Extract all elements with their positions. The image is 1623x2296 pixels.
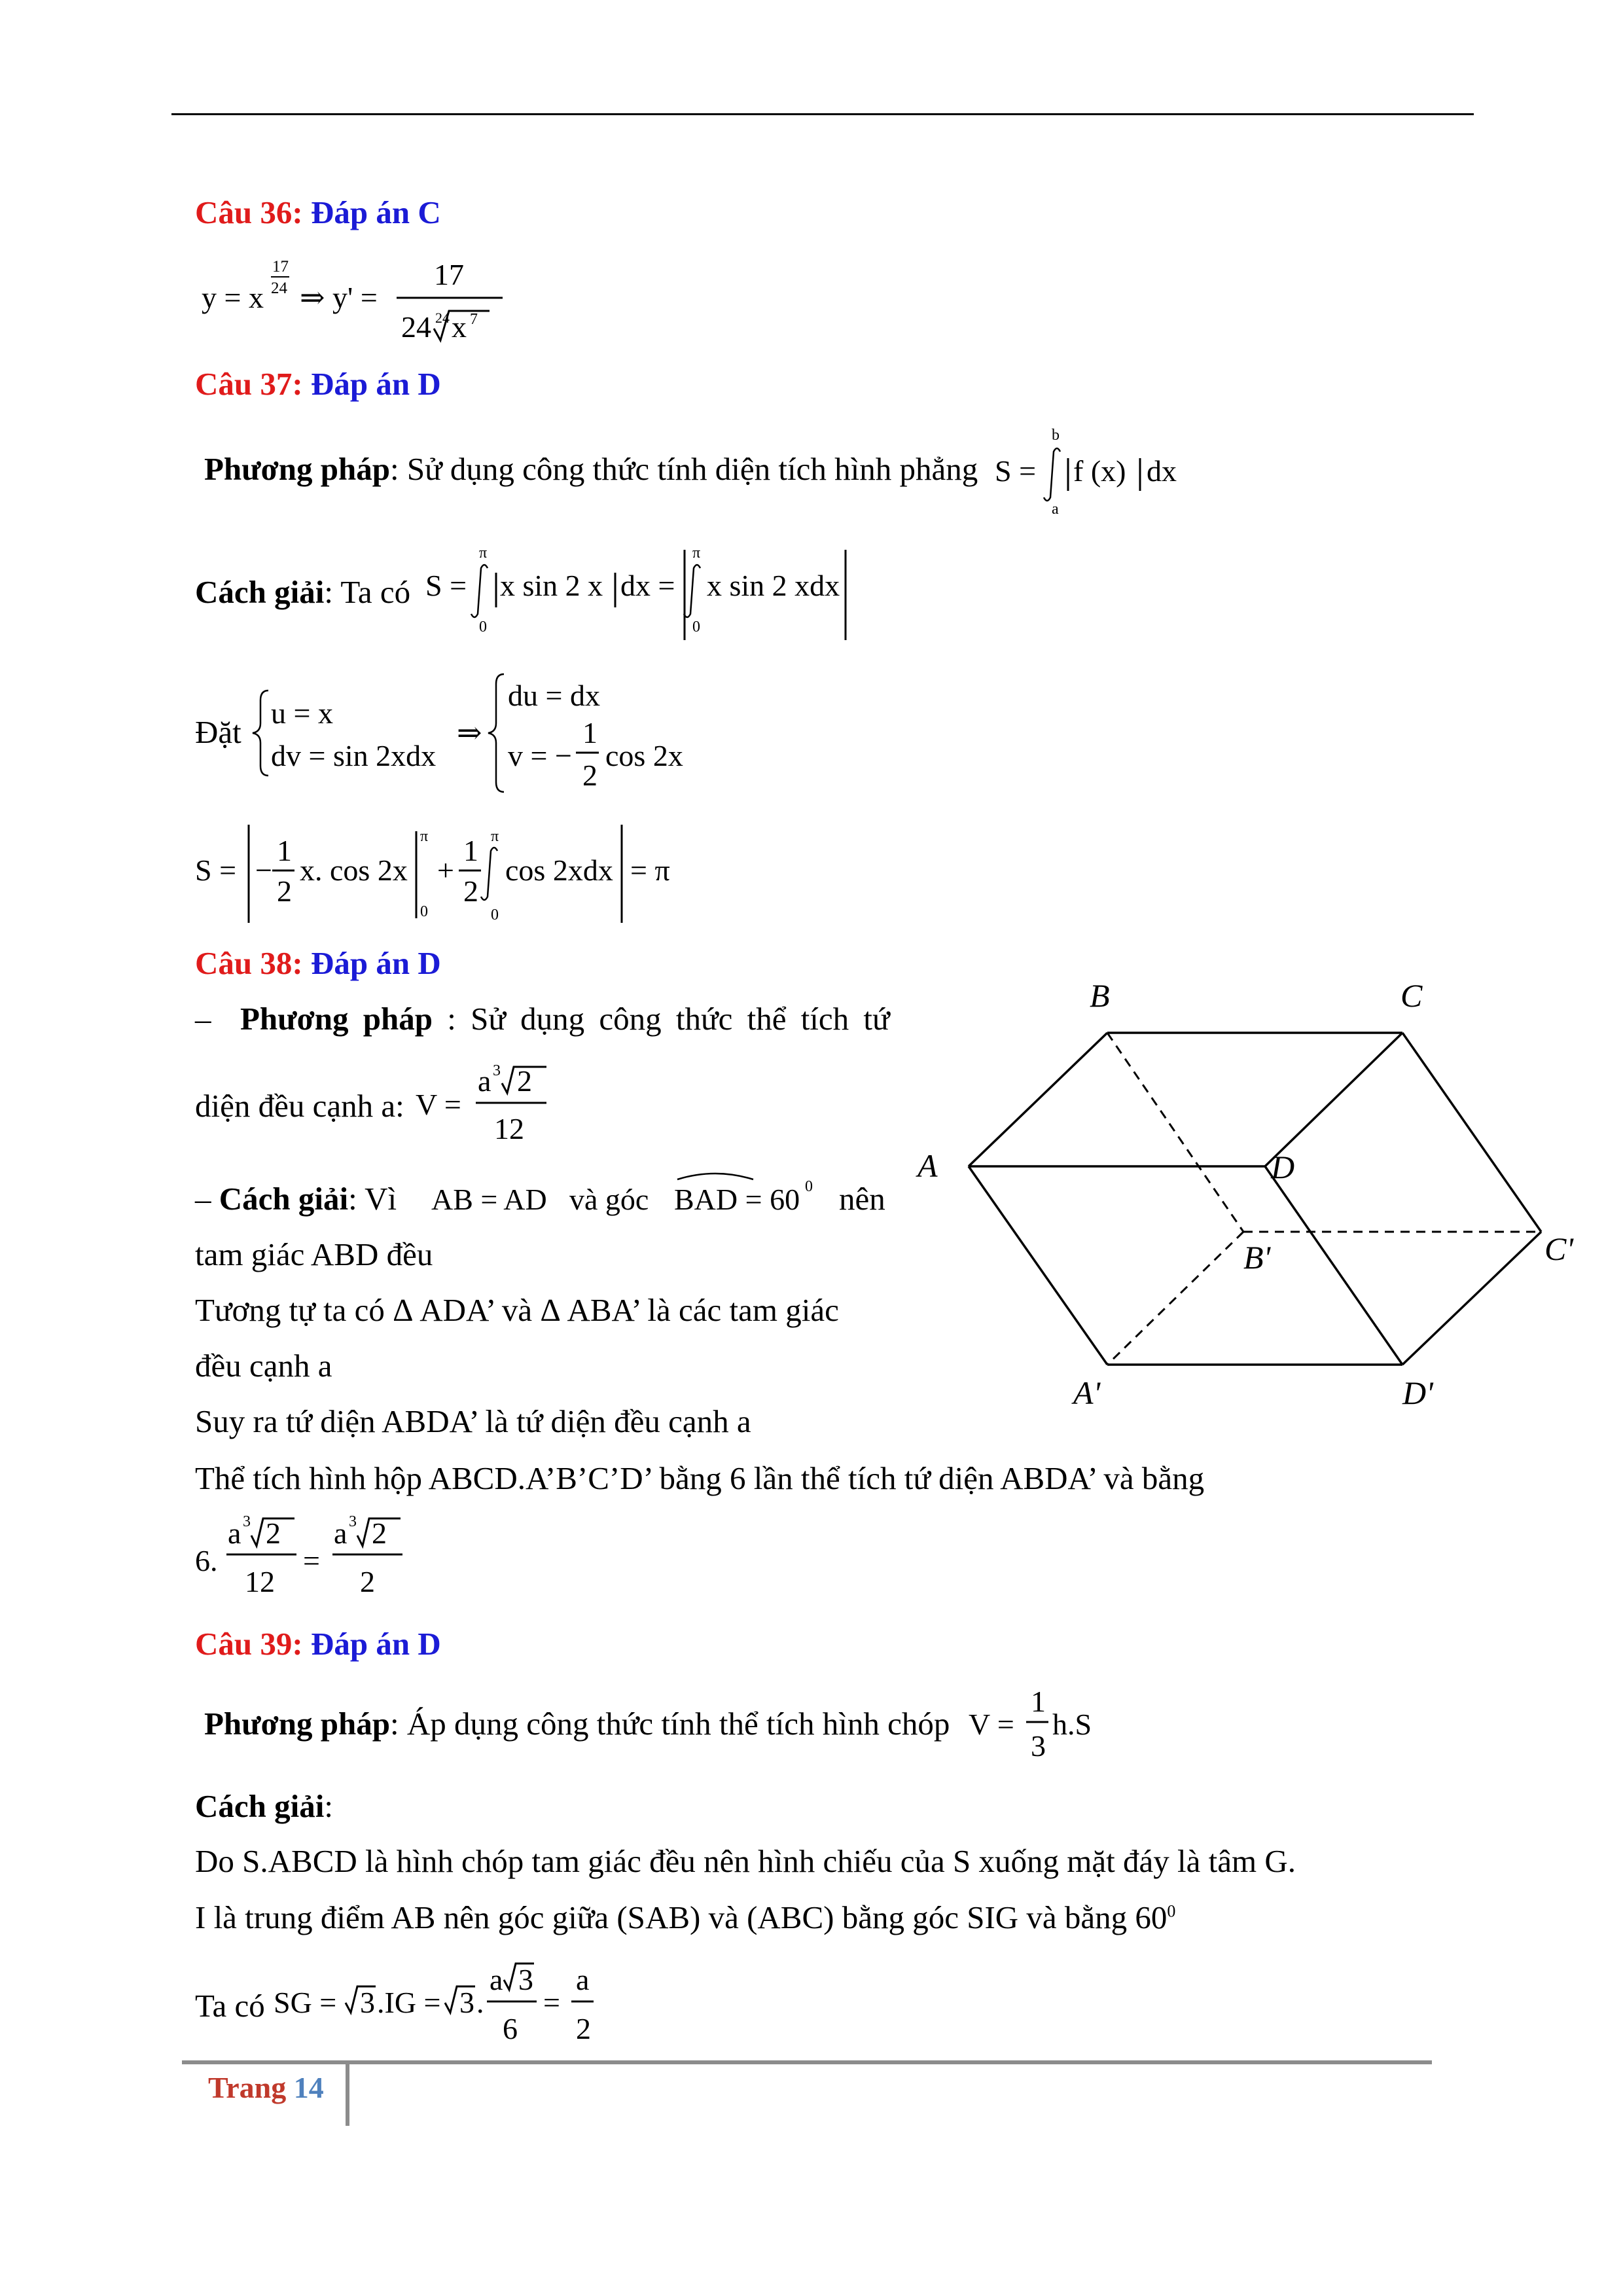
q39-solution-label: Cách giải [195, 1788, 325, 1824]
svg-text:⇒ y' =: ⇒ y' = [300, 281, 378, 314]
svg-text:3: 3 [518, 1963, 533, 1996]
edge-BB1 [1107, 1033, 1243, 1232]
q38-solution-text-1: : Vì [348, 1181, 397, 1217]
svg-text:v = −: v = − [508, 739, 572, 772]
edge-B1A1 [1107, 1232, 1243, 1365]
q37-method-label: Phương pháp [204, 451, 390, 487]
q38-solution-text-2: và góc [569, 1183, 649, 1216]
svg-text:x: x [452, 310, 467, 344]
q38-solution-line [195, 1181, 397, 1217]
svg-text:dx: dx [1147, 454, 1177, 488]
svg-text:17: 17 [272, 258, 289, 276]
q38-line4: tam giác ABD đều [195, 1236, 433, 1272]
svg-text:h.S: h.S [1052, 1708, 1092, 1741]
svg-text:1: 1 [1031, 1685, 1046, 1718]
svg-text:12: 12 [494, 1112, 524, 1145]
q38-solution-text-3: nên [839, 1181, 885, 1217]
q38-condition-expression [429, 1165, 887, 1224]
svg-text:cos 2xdx: cos 2xdx [505, 853, 613, 887]
label-B1: B' [1243, 1239, 1271, 1276]
q38-line2-text: diện đều cạnh a: [195, 1088, 404, 1124]
q36-derivative-formula [202, 255, 529, 353]
q38-method-label: Phương pháp [240, 1001, 433, 1037]
svg-text:2: 2 [517, 1064, 532, 1098]
svg-text:a: a [334, 1516, 348, 1550]
svg-text:.: . [476, 1986, 484, 2019]
q38-line2 [195, 1088, 404, 1124]
svg-text:1: 1 [277, 834, 292, 867]
svg-text:π: π [491, 828, 499, 845]
label-A: A [918, 1147, 938, 1184]
svg-text:a: a [478, 1064, 491, 1098]
q37-result-expression [195, 821, 692, 926]
q39-sg-expression [274, 1957, 640, 2055]
svg-text:3: 3 [493, 1062, 501, 1079]
q38-answer: Đáp án D [310, 945, 441, 981]
svg-text:.IG =: .IG = [377, 1986, 441, 2019]
svg-text:S =: S = [995, 454, 1037, 488]
q39-line1: Do S.ABCD là hình chóp tam giác đều nên hình chiếu của S xuống mặt đáy là tâm G. [195, 1843, 1296, 1879]
svg-text:6.: 6. [195, 1544, 218, 1577]
svg-text:x. cos 2x: x. cos 2x [300, 853, 408, 887]
svg-text:7: 7 [470, 311, 478, 328]
svg-text:= π: = π [630, 853, 670, 887]
svg-text:π: π [692, 545, 701, 562]
svg-text:x sin 2 x: x sin 2 x [500, 569, 603, 602]
svg-text:0: 0 [479, 619, 487, 636]
header-rule [171, 113, 1474, 115]
q37-solution-line [195, 575, 410, 610]
svg-text:V =: V = [416, 1088, 461, 1121]
svg-text:2: 2 [360, 1565, 375, 1598]
svg-text:dv = sin 2xdx: dv = sin 2xdx [271, 739, 437, 772]
q39-number: Câu 39: [195, 1626, 303, 1662]
svg-text:f (x): f (x) [1073, 454, 1126, 488]
svg-text:3: 3 [349, 1513, 357, 1530]
q37-solution-text: : Ta có [324, 574, 411, 610]
svg-text:a: a [490, 1963, 503, 1996]
svg-text:AB = AD: AB = AD [431, 1183, 547, 1216]
q39-method-line [204, 1706, 950, 1742]
q38-dash-1: – [195, 1001, 211, 1037]
svg-text:a: a [1052, 501, 1059, 517]
q37-substitution-system [249, 661, 707, 802]
svg-text:24: 24 [271, 279, 287, 297]
q38-line7: Suy ra tứ diện ABDA’ là tứ diện đều cạnh a [195, 1403, 751, 1439]
label-C1: C' [1544, 1230, 1574, 1267]
svg-text:0: 0 [692, 619, 700, 636]
svg-text:dx =: dx = [620, 569, 675, 602]
svg-text:−: − [255, 853, 272, 887]
q38-method-line [195, 1001, 890, 1037]
footer-page-number: 14 [293, 2071, 324, 2104]
svg-text:0: 0 [420, 903, 428, 920]
q37-heading [195, 367, 441, 402]
footer-vertical-rule [346, 2062, 349, 2126]
q39-line2-degree: 0 [1167, 1901, 1176, 1921]
svg-text:3: 3 [243, 1513, 251, 1530]
svg-text:2: 2 [582, 759, 597, 792]
label-C: C [1400, 977, 1423, 1014]
q36-heading [195, 195, 441, 230]
svg-text:6: 6 [503, 2012, 518, 2045]
edge-C1D1 [1402, 1232, 1541, 1365]
svg-text:1: 1 [582, 716, 597, 749]
svg-text:a: a [228, 1516, 241, 1550]
svg-text:3: 3 [1031, 1729, 1046, 1763]
q39-line3: Ta có [195, 1988, 265, 2024]
svg-text:24: 24 [401, 310, 431, 344]
q39-pyramid-volume-formula [969, 1679, 1119, 1770]
edge-AA1 [969, 1166, 1107, 1365]
svg-text:y = x: y = x [202, 281, 264, 314]
q39-method-text: : Áp dụng công thức tính thể tích hình chóp [389, 1706, 950, 1742]
svg-text:a: a [576, 1963, 590, 1996]
q38-dash-2: – [195, 1181, 211, 1217]
q36-formula [202, 255, 529, 361]
q39-line2 [195, 1900, 1175, 1935]
q37-method-line [204, 452, 978, 487]
q39-heading [195, 1626, 441, 1662]
q39-method-label: Phương pháp [204, 1706, 390, 1742]
svg-text:3: 3 [360, 1986, 375, 2019]
label-B: B [1090, 977, 1110, 1014]
q38-line5: Tương tự ta có Δ ADA’ và Δ ABA’ là các tam giác [195, 1292, 839, 1328]
footer-page-label: Trang [208, 2071, 287, 2104]
svg-text:+: + [437, 853, 454, 887]
svg-text:SG =: SG = [274, 1986, 337, 2019]
q37-number: Câu 37: [195, 366, 303, 402]
svg-text:=: = [543, 1986, 560, 2019]
svg-text:S =: S = [195, 853, 237, 887]
svg-text:π: π [420, 828, 429, 845]
q39-solution-colon: : [324, 1788, 333, 1824]
label-A1: A' [1073, 1374, 1101, 1411]
svg-text:2: 2 [266, 1516, 281, 1550]
q36-number: Câu 36: [195, 194, 303, 230]
svg-text:x sin 2 xdx: x sin 2 xdx [707, 569, 840, 602]
q38-heading [195, 946, 441, 981]
q39-line2-text: I là trung điểm AB nên góc giữa (SAB) và (ABC) bằng góc SIG và bằng 60 [195, 1899, 1168, 1935]
q38-line6: đều cạnh a [195, 1348, 332, 1384]
edge-CC1 [1402, 1033, 1541, 1232]
q37-solution-label: Cách giải [195, 574, 325, 610]
svg-text:2: 2 [277, 874, 292, 908]
svg-text:BAD = 60: BAD = 60 [674, 1183, 800, 1216]
q38-number: Câu 38: [195, 945, 303, 981]
q38-solution-label: Cách giải [219, 1181, 349, 1217]
footer-page [208, 2072, 324, 2105]
svg-text:12: 12 [245, 1565, 275, 1598]
svg-text:=: = [303, 1544, 320, 1577]
svg-text:24: 24 [435, 310, 450, 326]
q39-solution-line [195, 1789, 333, 1824]
q37-method-text: : Sử dụng công thức tính diện tích hình phẳng [389, 451, 978, 487]
svg-text:0: 0 [805, 1178, 813, 1195]
svg-text:3: 3 [459, 1986, 474, 2019]
q38-method-text: : Sử dụng công thức thể tích tứ [447, 1001, 890, 1037]
edge-CD [1265, 1033, 1402, 1166]
q38-box-volume-formula [195, 1505, 431, 1610]
svg-text:u = x: u = x [271, 696, 333, 730]
parallelepiped-figure [903, 962, 1597, 1433]
svg-text:⇒: ⇒ [457, 716, 482, 749]
label-D1: D' [1402, 1374, 1433, 1411]
svg-text:b: b [1052, 427, 1060, 444]
svg-text:17: 17 [434, 258, 464, 291]
svg-text:0: 0 [491, 906, 499, 924]
svg-text:S =: S = [425, 569, 467, 602]
footer-rule [182, 2060, 1432, 2064]
svg-text:du = dx: du = dx [508, 679, 600, 712]
q37-area-formula [995, 425, 1191, 517]
label-D: D [1271, 1149, 1295, 1185]
edge-AB [969, 1033, 1107, 1166]
svg-text:2: 2 [576, 2012, 591, 2045]
q39-answer: Đáp án D [310, 1626, 441, 1662]
svg-text:1: 1 [463, 834, 478, 867]
q37-set-label: Đặt [195, 714, 241, 750]
svg-text:cos 2x: cos 2x [605, 739, 683, 772]
q38-line8: Thể tích hình hộp ABCD.A’B’C’D’ bằng 6 lần thể tích tứ diện ABDA’ và bằng [195, 1460, 1205, 1496]
svg-text:2: 2 [372, 1516, 387, 1550]
q37-integral-expression [425, 543, 857, 641]
q38-tetra-volume-formula [416, 1057, 566, 1155]
q37-answer: Đáp án D [310, 366, 441, 402]
svg-text:π: π [479, 545, 488, 562]
svg-text:2: 2 [463, 874, 478, 908]
q36-answer: Đáp án C [310, 194, 441, 230]
edge-DD1 [1265, 1166, 1402, 1365]
svg-text:V =: V = [969, 1708, 1014, 1741]
